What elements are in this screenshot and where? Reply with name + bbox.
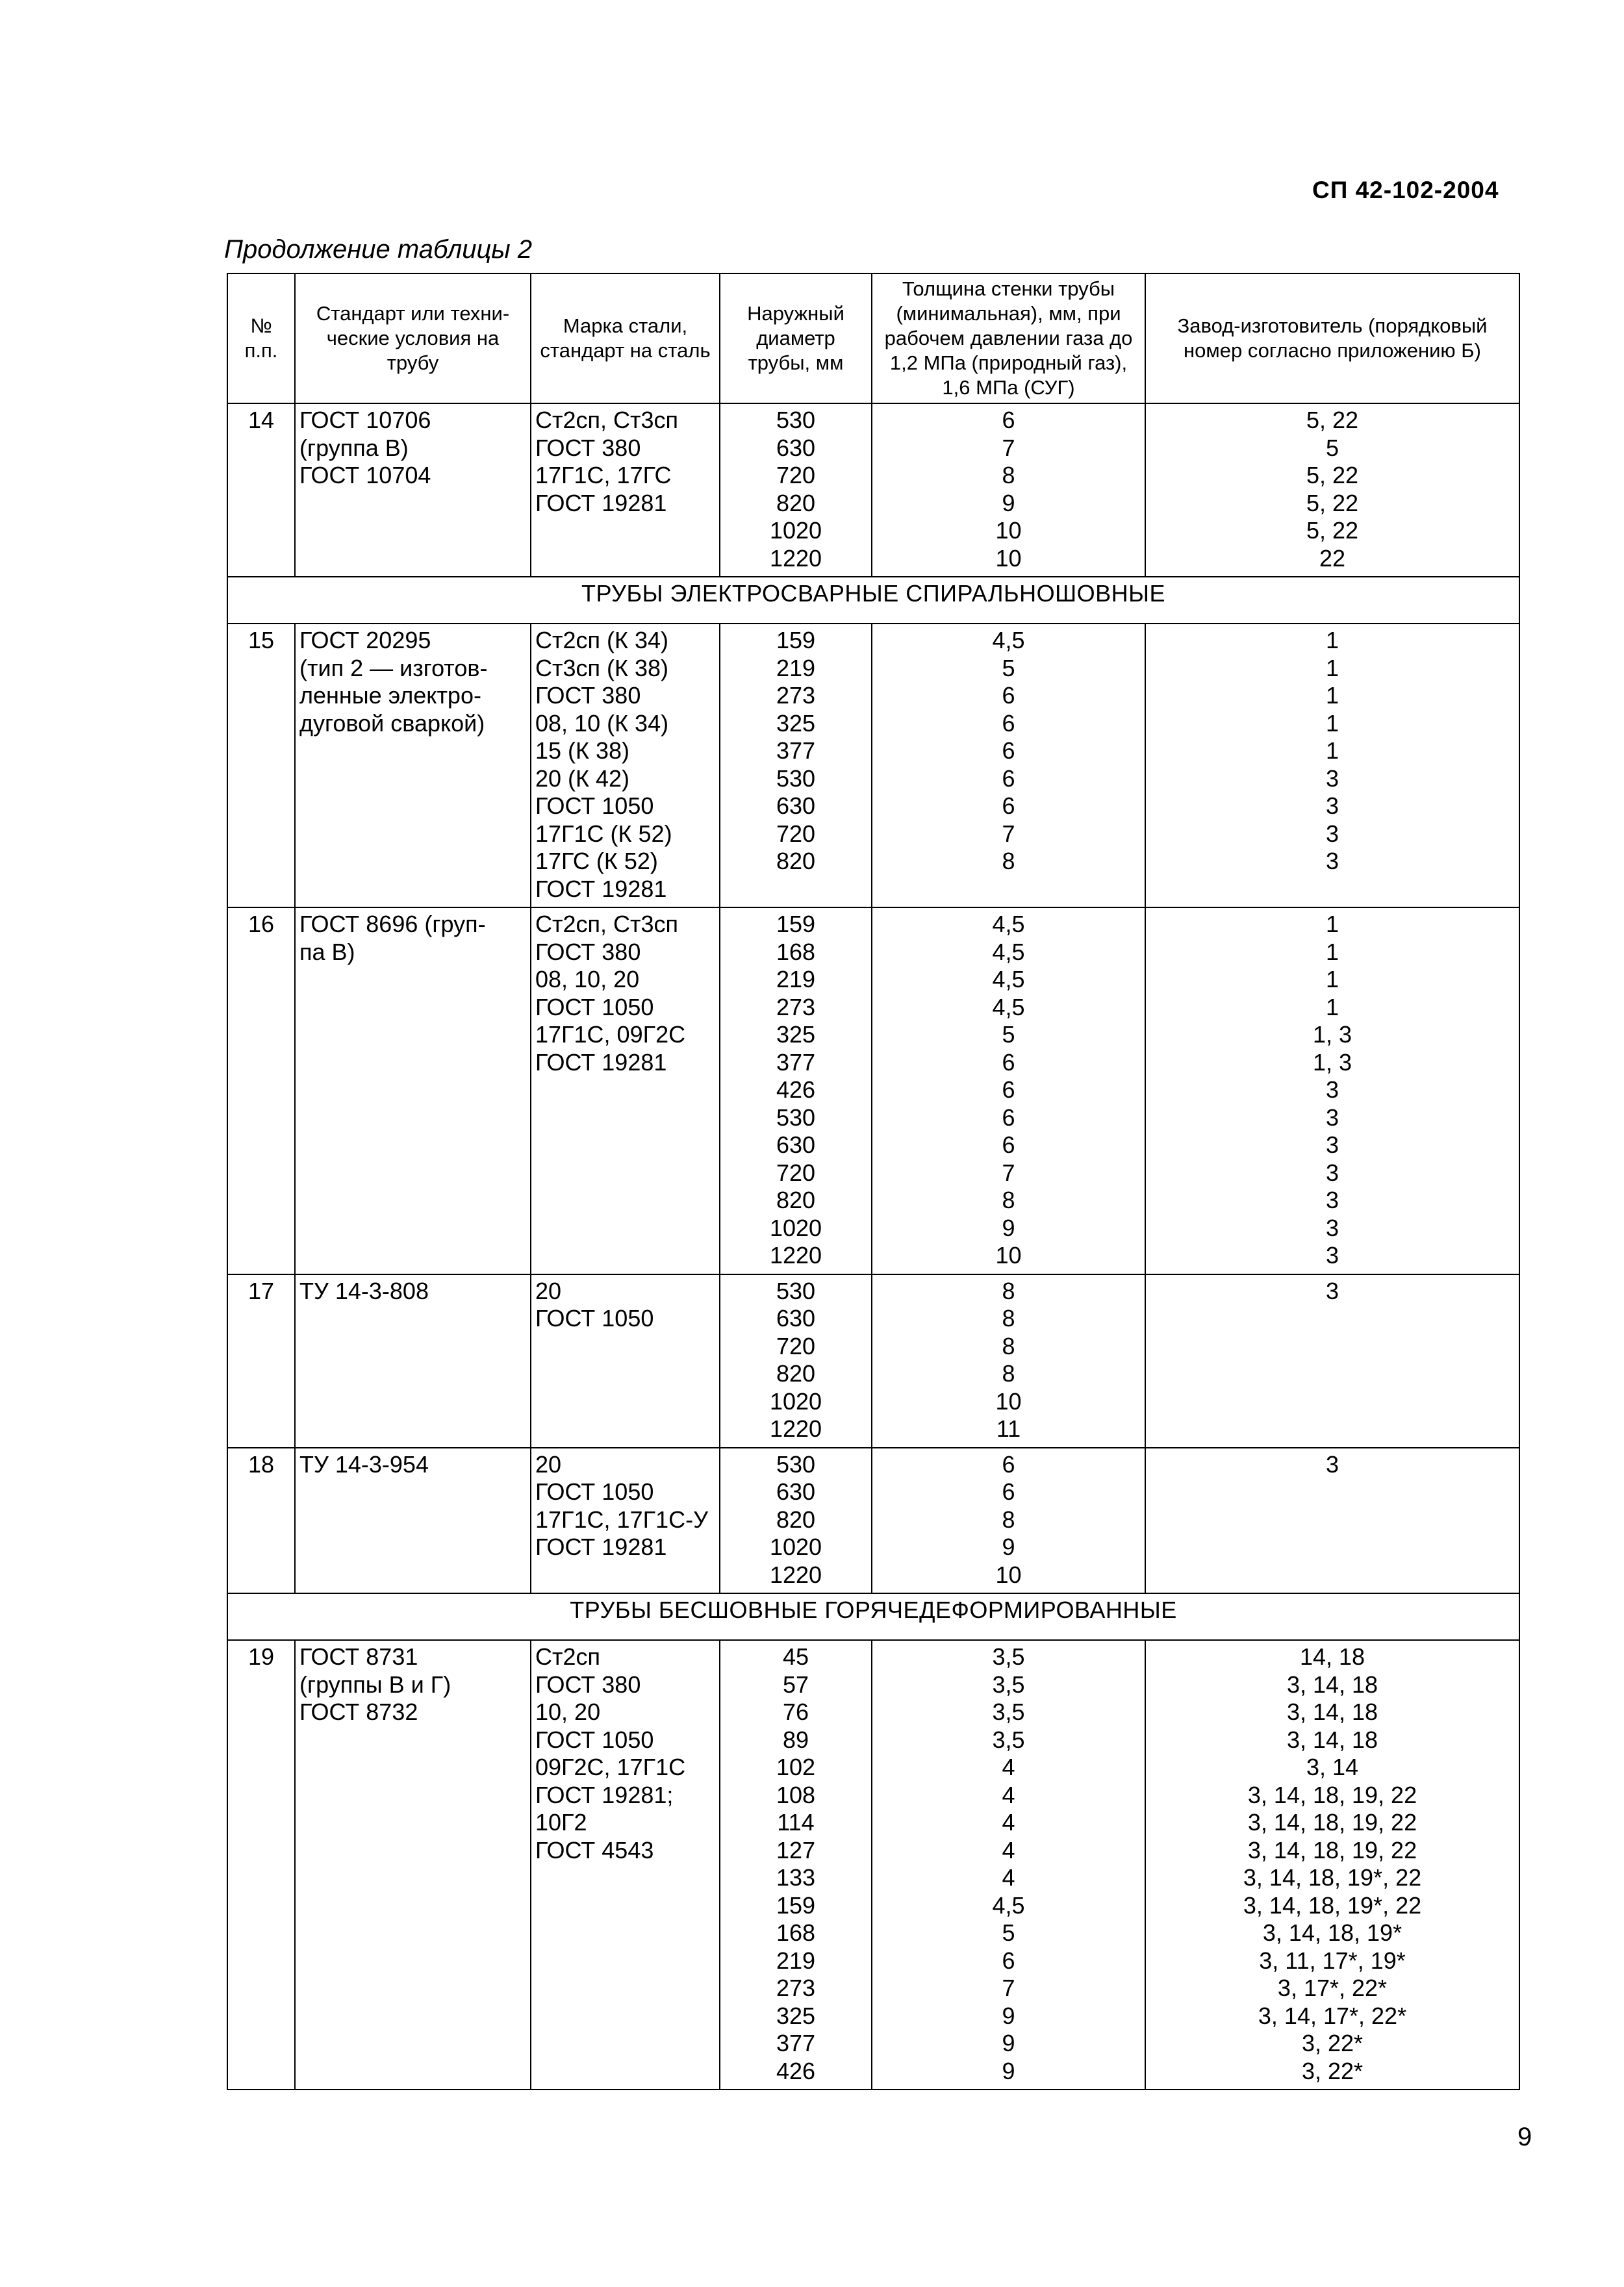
cell-line: 1 bbox=[1325, 709, 1339, 737]
cell-line: 08, 10, 20 bbox=[535, 966, 640, 992]
cell-line: 3, 14 bbox=[1306, 1754, 1359, 1780]
cell-line: ГОСТ 380 bbox=[535, 938, 641, 965]
cell-line: 1220 bbox=[769, 544, 822, 572]
cell-line: 3, 14, 18 bbox=[1286, 1671, 1378, 1698]
cell-line: ГОСТ 20295 bbox=[299, 627, 431, 653]
cell-line: 3 bbox=[1325, 1104, 1339, 1131]
cell-standard bbox=[295, 907, 531, 1274]
cell-line: 08, 10 (К 34) bbox=[535, 709, 669, 737]
cell-line: 89 bbox=[782, 1726, 809, 1753]
cell-line: 720 bbox=[776, 1159, 816, 1186]
page-number: 9 bbox=[1517, 2123, 1532, 2151]
header-steel: Марка стали, стандарт на сталь bbox=[531, 273, 720, 403]
cell-line: 3, 22* bbox=[1301, 2030, 1364, 2056]
cell-diameter bbox=[720, 403, 872, 577]
cell-line: ГОСТ 8732 bbox=[299, 1699, 418, 1725]
cell-line: 5, 22 bbox=[1306, 517, 1359, 544]
cell-line: 5, 22 bbox=[1306, 407, 1359, 433]
cell-line: 8 bbox=[1002, 462, 1015, 488]
cell-line: 720 bbox=[776, 462, 816, 488]
cell-line: 09Г2С, 17Г1С bbox=[535, 1754, 686, 1780]
cell-line: 1220 bbox=[769, 1242, 822, 1269]
cell-num: 19 bbox=[227, 1640, 295, 2090]
cell-line: ГОСТ 10706 bbox=[299, 407, 431, 433]
cell-line: 3 bbox=[1325, 848, 1339, 874]
cell-num: 16 bbox=[227, 907, 295, 1274]
cell-line: 820 bbox=[776, 1187, 816, 1213]
cell-line: 820 bbox=[776, 489, 816, 516]
cell-line: 3, 14, 18, 19, 22 bbox=[1247, 1781, 1417, 1808]
cell-line: 5 bbox=[1002, 1021, 1015, 1048]
cell-line: 3, 11, 17*, 19* bbox=[1259, 1947, 1406, 1974]
cell-wall bbox=[872, 1640, 1145, 2090]
cell-num: 18 bbox=[227, 1448, 295, 1594]
cell-line: 4,5 bbox=[992, 911, 1025, 937]
cell-line: ГОСТ 1050 bbox=[535, 1478, 654, 1505]
cell-line: 720 bbox=[776, 1332, 816, 1359]
cell-line: 4 bbox=[1002, 1864, 1015, 1891]
cell-line: 9 bbox=[1002, 2057, 1015, 2084]
cell-line: 1 bbox=[1325, 938, 1339, 965]
cell-wall bbox=[872, 1274, 1145, 1448]
cell-line: 3 bbox=[1325, 1187, 1339, 1213]
cell-line: 630 bbox=[776, 434, 816, 461]
cell-line: 108 bbox=[776, 1781, 816, 1808]
cell-line: 3, 14, 18, 19* bbox=[1262, 1919, 1402, 1946]
cell-line: 1 bbox=[1325, 737, 1339, 764]
cell-line: 3 bbox=[1325, 792, 1339, 819]
cell-line: 630 bbox=[776, 1478, 816, 1505]
cell-line: 4 bbox=[1002, 1781, 1015, 1808]
document-code: СП 42-102-2004 bbox=[1312, 177, 1499, 203]
cell-line: 6 bbox=[1002, 1104, 1015, 1131]
cell-line: ГОСТ 19281 bbox=[535, 875, 667, 902]
cell-line: 3 bbox=[1325, 1076, 1339, 1103]
cell-line: 8 bbox=[1002, 1277, 1015, 1304]
cell-line: ТУ 14-3-954 bbox=[299, 1450, 429, 1478]
cell-line: 6 bbox=[1002, 1048, 1015, 1076]
cell-line: 11 bbox=[996, 1415, 1021, 1442]
table-row bbox=[227, 1448, 1519, 1594]
cell-line: 4,5 bbox=[992, 1891, 1025, 1919]
cell-line: 377 bbox=[776, 737, 816, 764]
cell-line: 820 bbox=[776, 1506, 816, 1533]
cell-line: 1 bbox=[1325, 682, 1339, 709]
cell-num: 15 bbox=[227, 624, 295, 907]
cell-line: ГОСТ 19281 bbox=[535, 1048, 667, 1076]
cell-line: ГОСТ 10704 bbox=[299, 462, 431, 488]
cell-line: 5 bbox=[1002, 654, 1015, 681]
cell-line: 426 bbox=[776, 2057, 816, 2084]
cell-line: 10 bbox=[995, 544, 1022, 572]
cell-line: 1020 bbox=[769, 517, 822, 544]
cell-line: 6 bbox=[1002, 764, 1015, 792]
cell-line: ГОСТ 1050 bbox=[535, 1726, 654, 1753]
cell-line: 3, 22* bbox=[1301, 2057, 1364, 2084]
cell-line: 17Г1С, 17Г1С-У bbox=[535, 1506, 708, 1533]
cell-line: дуговой сваркой) bbox=[299, 709, 485, 737]
cell-line: 5, 22 bbox=[1306, 489, 1359, 516]
cell-line: 273 bbox=[776, 1975, 816, 2001]
cell-line: 5 bbox=[1325, 434, 1339, 461]
cell-line: ГОСТ 4543 bbox=[535, 1836, 654, 1864]
section-row bbox=[227, 1593, 1519, 1640]
header-num: № п.п. bbox=[227, 273, 295, 403]
cell-line: (тип 2 — изготов- bbox=[299, 654, 488, 681]
cell-line: 3 bbox=[1325, 820, 1339, 847]
cell-line: 530 bbox=[776, 1277, 816, 1304]
cell-steel bbox=[531, 1448, 720, 1594]
cell-steel bbox=[531, 907, 720, 1274]
cell-line: 159 bbox=[776, 627, 816, 653]
cell-line: 3 bbox=[1325, 1214, 1339, 1241]
cell-line: 6 bbox=[1002, 709, 1015, 737]
cell-line: 530 bbox=[776, 764, 816, 792]
cell-line: 4 bbox=[1002, 1836, 1015, 1864]
cell-line: 45 bbox=[782, 1643, 809, 1670]
cell-line: 3, 14, 17*, 22* bbox=[1258, 2002, 1407, 2029]
cell-line: 10 bbox=[995, 1242, 1022, 1269]
cell-line: 7 bbox=[1002, 1975, 1015, 2001]
cell-line: 3, 14, 18, 19, 22 bbox=[1247, 1809, 1417, 1836]
cell-line: 1 bbox=[1325, 993, 1339, 1020]
cell-line: 10Г2 bbox=[535, 1809, 587, 1836]
cell-line: 8 bbox=[1002, 1506, 1015, 1533]
cell-line: 3, 14, 18, 19*, 22 bbox=[1243, 1891, 1422, 1919]
cell-line: 1, 3 bbox=[1312, 1021, 1352, 1048]
cell-line: 273 bbox=[776, 682, 816, 709]
cell-line: 20 bbox=[535, 1277, 562, 1304]
cell-line: 10 bbox=[995, 517, 1022, 544]
cell-line: 9 bbox=[1002, 2002, 1015, 2029]
cell-line: 20 (К 42) bbox=[535, 764, 630, 792]
cell-line: 102 bbox=[776, 1754, 816, 1780]
table-row bbox=[227, 403, 1519, 577]
cell-line: 630 bbox=[776, 792, 816, 819]
cell-wall bbox=[872, 907, 1145, 1274]
table-row bbox=[227, 907, 1519, 1274]
cell-line: 1 bbox=[1325, 627, 1339, 653]
cell-line: ГОСТ 1050 bbox=[535, 792, 654, 819]
cell-line: 3 bbox=[1325, 1159, 1339, 1186]
cell-line: 5, 22 bbox=[1306, 462, 1359, 488]
cell-line: 20 bbox=[535, 1450, 562, 1478]
cell-steel bbox=[531, 624, 720, 907]
cell-line: 1 bbox=[1325, 911, 1339, 937]
cell-line: 1 bbox=[1325, 966, 1339, 992]
cell-line: 10 bbox=[995, 1387, 1022, 1415]
cell-line: 17Г1С, 17ГС bbox=[535, 462, 672, 488]
cell-diameter bbox=[720, 907, 872, 1274]
cell-wall bbox=[872, 624, 1145, 907]
cell-line: 10, 20 bbox=[535, 1699, 601, 1725]
cell-steel bbox=[531, 1274, 720, 1448]
cell-line: Ст3сп (К 38) bbox=[535, 654, 668, 681]
cell-line: 4,5 bbox=[992, 966, 1025, 992]
cell-line: 6 bbox=[1002, 407, 1015, 433]
cell-line: 6 bbox=[1002, 1076, 1015, 1103]
cell-line: (группа В) bbox=[299, 434, 409, 461]
cell-plant bbox=[1145, 403, 1519, 577]
cell-line: 3 bbox=[1325, 1131, 1339, 1158]
cell-diameter bbox=[720, 624, 872, 907]
cell-line: 17Г1С, 09Г2С bbox=[535, 1021, 686, 1048]
cell-line: 720 bbox=[776, 820, 816, 847]
cell-line: 9 bbox=[1002, 1214, 1015, 1241]
cell-line: 273 bbox=[776, 993, 816, 1020]
cell-line: 3 bbox=[1325, 1450, 1339, 1478]
cell-line: 8 bbox=[1002, 1187, 1015, 1213]
cell-diameter bbox=[720, 1640, 872, 2090]
header-wall: Толщина стенки трубы (минимальная), мм, при рабочем давлении газа до 1,2 МПа (природный газ), 1,6 МПа (СУГ) bbox=[872, 273, 1145, 403]
cell-line: 1020 bbox=[769, 1387, 822, 1415]
cell-line: 377 bbox=[776, 1048, 816, 1076]
cell-steel bbox=[531, 403, 720, 577]
cell-line: 6 bbox=[1002, 682, 1015, 709]
cell-plant bbox=[1145, 1640, 1519, 2090]
cell-line: 630 bbox=[776, 1305, 816, 1332]
cell-standard bbox=[295, 403, 531, 577]
section-title: ТРУБЫ БЕСШОВНЫЕ ГОРЯЧЕДЕФОРМИРОВАННЫЕ bbox=[227, 1593, 1519, 1640]
cell-line: 8 bbox=[1002, 1305, 1015, 1332]
cell-num: 17 bbox=[227, 1274, 295, 1448]
cell-steel bbox=[531, 1640, 720, 2090]
cell-line: 426 bbox=[776, 1076, 816, 1103]
cell-line: 4,5 bbox=[992, 993, 1025, 1020]
section-row bbox=[227, 577, 1519, 624]
cell-line: ГОСТ 1050 bbox=[535, 993, 654, 1020]
cell-line: 159 bbox=[776, 911, 816, 937]
cell-line: ГОСТ 1050 bbox=[535, 1305, 654, 1332]
cell-line: 4,5 bbox=[992, 938, 1025, 965]
cell-line: ГОСТ 380 bbox=[535, 682, 641, 709]
cell-line: 4 bbox=[1002, 1754, 1015, 1780]
cell-line: 1020 bbox=[769, 1214, 822, 1241]
cell-line: 17ГС (К 52) bbox=[535, 848, 658, 874]
pipes-table bbox=[227, 273, 1520, 2090]
cell-line: ТУ 14-3-808 bbox=[299, 1277, 429, 1304]
cell-line: 1 bbox=[1325, 654, 1339, 681]
cell-line: 15 (К 38) bbox=[535, 737, 630, 764]
cell-line: 820 bbox=[776, 848, 816, 874]
table-caption: Продолжение таблицы 2 bbox=[224, 235, 533, 264]
cell-line: Ст2сп, Ст3сп bbox=[535, 911, 679, 937]
cell-line: ГОСТ 8696 (груп- bbox=[299, 911, 486, 937]
cell-line: 1, 3 bbox=[1312, 1048, 1352, 1076]
cell-standard bbox=[295, 1448, 531, 1594]
cell-line: 530 bbox=[776, 407, 816, 433]
cell-line: 630 bbox=[776, 1131, 816, 1158]
cell-line: 3 bbox=[1325, 1242, 1339, 1269]
cell-line: 3,5 bbox=[992, 1671, 1025, 1698]
cell-line: 6 bbox=[1002, 792, 1015, 819]
cell-line: 8 bbox=[1002, 1360, 1015, 1387]
cell-wall bbox=[872, 403, 1145, 577]
table-row bbox=[227, 1640, 1519, 2090]
header-plant: Завод-изготовитель (порядковый номер согласно приложению Б) bbox=[1145, 273, 1519, 403]
cell-line: па В) bbox=[299, 938, 355, 965]
cell-plant bbox=[1145, 1448, 1519, 1594]
cell-line: 4 bbox=[1002, 1809, 1015, 1836]
cell-line: 7 bbox=[1002, 1159, 1015, 1186]
cell-line: 530 bbox=[776, 1450, 816, 1478]
cell-line: 1020 bbox=[769, 1534, 822, 1560]
cell-line: 3 bbox=[1325, 1277, 1339, 1304]
table-row bbox=[227, 624, 1519, 907]
cell-line: 3,5 bbox=[992, 1643, 1025, 1670]
cell-line: 820 bbox=[776, 1360, 816, 1387]
cell-diameter bbox=[720, 1448, 872, 1594]
cell-line: ГОСТ 380 bbox=[535, 1671, 641, 1698]
cell-line: 17Г1С (К 52) bbox=[535, 820, 672, 847]
cell-line: ГОСТ 19281 bbox=[535, 489, 667, 516]
cell-line: 57 bbox=[782, 1671, 809, 1698]
cell-line: 3, 14, 18 bbox=[1286, 1699, 1378, 1725]
cell-line: 168 bbox=[776, 1919, 816, 1946]
cell-line: 8 bbox=[1002, 1332, 1015, 1359]
cell-line: 7 bbox=[1002, 434, 1015, 461]
cell-line: 7 bbox=[1002, 820, 1015, 847]
section-title: ТРУБЫ ЭЛЕКТРОСВАРНЫЕ СПИРАЛЬНОШОВНЫЕ bbox=[227, 577, 1519, 624]
cell-line: 219 bbox=[776, 654, 816, 681]
cell-line: 76 bbox=[782, 1699, 809, 1725]
cell-line: 3,5 bbox=[992, 1726, 1025, 1753]
cell-line: 3,5 bbox=[992, 1699, 1025, 1725]
cell-line: Ст2сп (К 34) bbox=[535, 627, 668, 653]
cell-line: 1220 bbox=[769, 1415, 822, 1442]
cell-line: 14, 18 bbox=[1299, 1643, 1365, 1670]
cell-line: 5 bbox=[1002, 1919, 1015, 1946]
cell-line: 325 bbox=[776, 709, 816, 737]
cell-line: 3 bbox=[1325, 764, 1339, 792]
cell-line: 219 bbox=[776, 966, 816, 992]
cell-line: 9 bbox=[1002, 489, 1015, 516]
cell-line: 6 bbox=[1002, 1131, 1015, 1158]
cell-standard bbox=[295, 624, 531, 907]
cell-line: 3, 17*, 22* bbox=[1277, 1975, 1388, 2001]
cell-line: 114 bbox=[777, 1809, 815, 1836]
cell-line: Ст2сп bbox=[535, 1643, 601, 1670]
cell-line: 1220 bbox=[769, 1561, 822, 1588]
cell-line: 325 bbox=[776, 2002, 816, 2029]
cell-line: 133 bbox=[776, 1864, 816, 1891]
cell-plant bbox=[1145, 907, 1519, 1274]
table-row bbox=[227, 1274, 1519, 1448]
cell-diameter bbox=[720, 1274, 872, 1448]
cell-line: 10 bbox=[995, 1561, 1022, 1588]
cell-standard bbox=[295, 1640, 531, 2090]
cell-line: 3, 14, 18, 19*, 22 bbox=[1243, 1864, 1422, 1891]
cell-line: 6 bbox=[1002, 1478, 1015, 1505]
header-standard: Стандарт или техни-ческие условия на трубу bbox=[295, 273, 531, 403]
header-diameter: Наружный диаметр трубы, мм bbox=[720, 273, 872, 403]
cell-line: 9 bbox=[1002, 1534, 1015, 1560]
cell-line: Ст2сп, Ст3сп bbox=[535, 407, 679, 433]
cell-plant bbox=[1145, 624, 1519, 907]
cell-line: 377 bbox=[776, 2030, 816, 2056]
cell-line: (группы В и Г) bbox=[299, 1671, 451, 1698]
cell-line: 6 bbox=[1002, 1947, 1015, 1974]
cell-line: ГОСТ 19281 bbox=[535, 1534, 667, 1560]
cell-line: 127 bbox=[776, 1836, 816, 1864]
cell-line: 168 bbox=[776, 938, 816, 965]
cell-line: 6 bbox=[1002, 1450, 1015, 1478]
cell-line: 4,5 bbox=[992, 627, 1025, 653]
cell-line: ленные электро- bbox=[299, 682, 481, 709]
cell-line: 325 bbox=[776, 1021, 816, 1048]
cell-standard bbox=[295, 1274, 531, 1448]
header-row bbox=[227, 273, 1519, 403]
cell-line: 9 bbox=[1002, 2030, 1015, 2056]
cell-line: 22 bbox=[1319, 544, 1346, 572]
cell-line: ГОСТ 19281; bbox=[535, 1781, 674, 1808]
cell-num: 14 bbox=[227, 403, 295, 577]
cell-line: 3, 14, 18 bbox=[1286, 1726, 1378, 1753]
cell-line: 219 bbox=[776, 1947, 816, 1974]
cell-plant bbox=[1145, 1274, 1519, 1448]
cell-wall bbox=[872, 1448, 1145, 1594]
cell-line: 530 bbox=[776, 1104, 816, 1131]
cell-line: 159 bbox=[776, 1891, 816, 1919]
cell-line: 3, 14, 18, 19, 22 bbox=[1247, 1836, 1417, 1864]
cell-line: ГОСТ 380 bbox=[535, 434, 641, 461]
cell-line: 8 bbox=[1002, 848, 1015, 874]
cell-line: 6 bbox=[1002, 737, 1015, 764]
cell-line: ГОСТ 8731 bbox=[299, 1643, 418, 1670]
